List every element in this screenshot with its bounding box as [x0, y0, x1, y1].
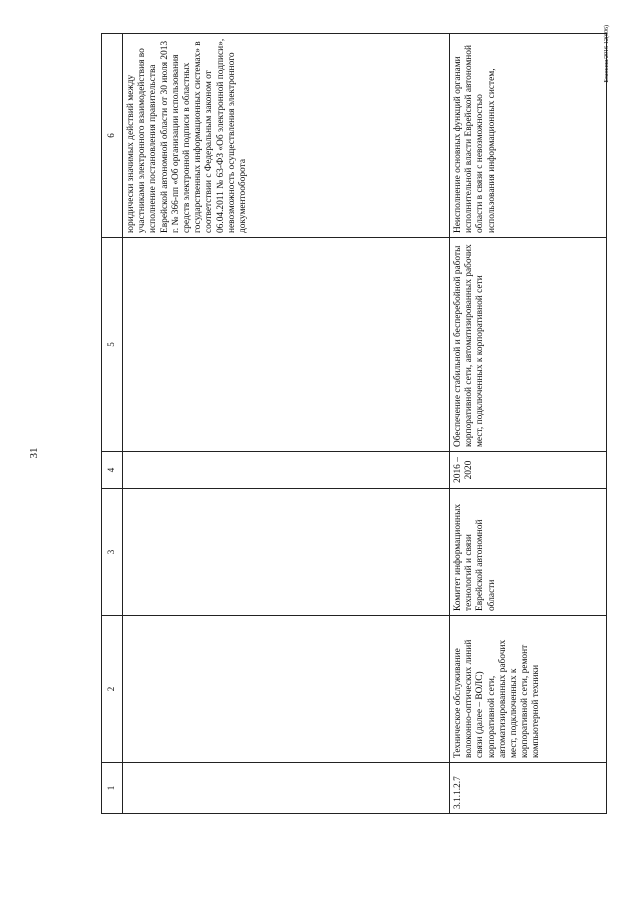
cell-empty — [123, 616, 450, 763]
cell-executor: Комитет информационных технологий и связи Еврейской автономной области — [450, 489, 607, 616]
cell-empty — [123, 763, 450, 814]
cell-empty — [123, 489, 450, 616]
header-col-5: 5 — [102, 238, 123, 452]
header-col-4: 4 — [102, 452, 123, 489]
footer-note: Бланкиш/2016-12(606) — [604, 25, 610, 83]
cell-item-number: 3.1.1.2.7 — [450, 763, 607, 814]
header-col-1: 1 — [102, 763, 123, 814]
cell-result: Обеспечение стабильной и бесперебойной работы корпоративной сети, автоматизированных рабочих мест, подключенных к корпоративной сети — [450, 238, 607, 452]
header-col-2: 2 — [102, 616, 123, 763]
cell-empty — [123, 452, 450, 489]
header-col-6: 6 — [102, 34, 123, 238]
cell-description: Техническое обслуживание волоконно-оптических линий связи (далее – ВОЛС) корпоративной сети, автоматизированных рабочих мест, подключенных к корпоративной сети, ремонт компьютерной техники — [450, 616, 607, 763]
page-number: 31 — [28, 447, 40, 459]
header-col-3: 3 — [102, 489, 123, 616]
cell-period: 2016 – 2020 — [450, 452, 607, 489]
cell-consequences-continued: юридически значимых действий между участниками электронного взаимодействия во исполнение постановления правительства Еврейской автономной области от 30 июля 2013 г. № 366-пп «Об организации использования средств электронной подписи в областных государственных информационных системах» в соответствии с Федеральным законом от 06.04.2011 № 63-ФЗ «Об электронной подписи», невозможность осуществления электронного документооборота — [123, 34, 450, 238]
cell-consequences: Неисполнение основных функций органами исполнительной власти Еврейской автономной области в связи с невозможностью использования информационных систем, — [450, 34, 607, 238]
table-row-continuation — [123, 34, 450, 814]
table-header-row — [102, 34, 123, 814]
plan-table — [101, 33, 607, 814]
cell-empty — [123, 238, 450, 452]
table-row — [450, 34, 607, 814]
